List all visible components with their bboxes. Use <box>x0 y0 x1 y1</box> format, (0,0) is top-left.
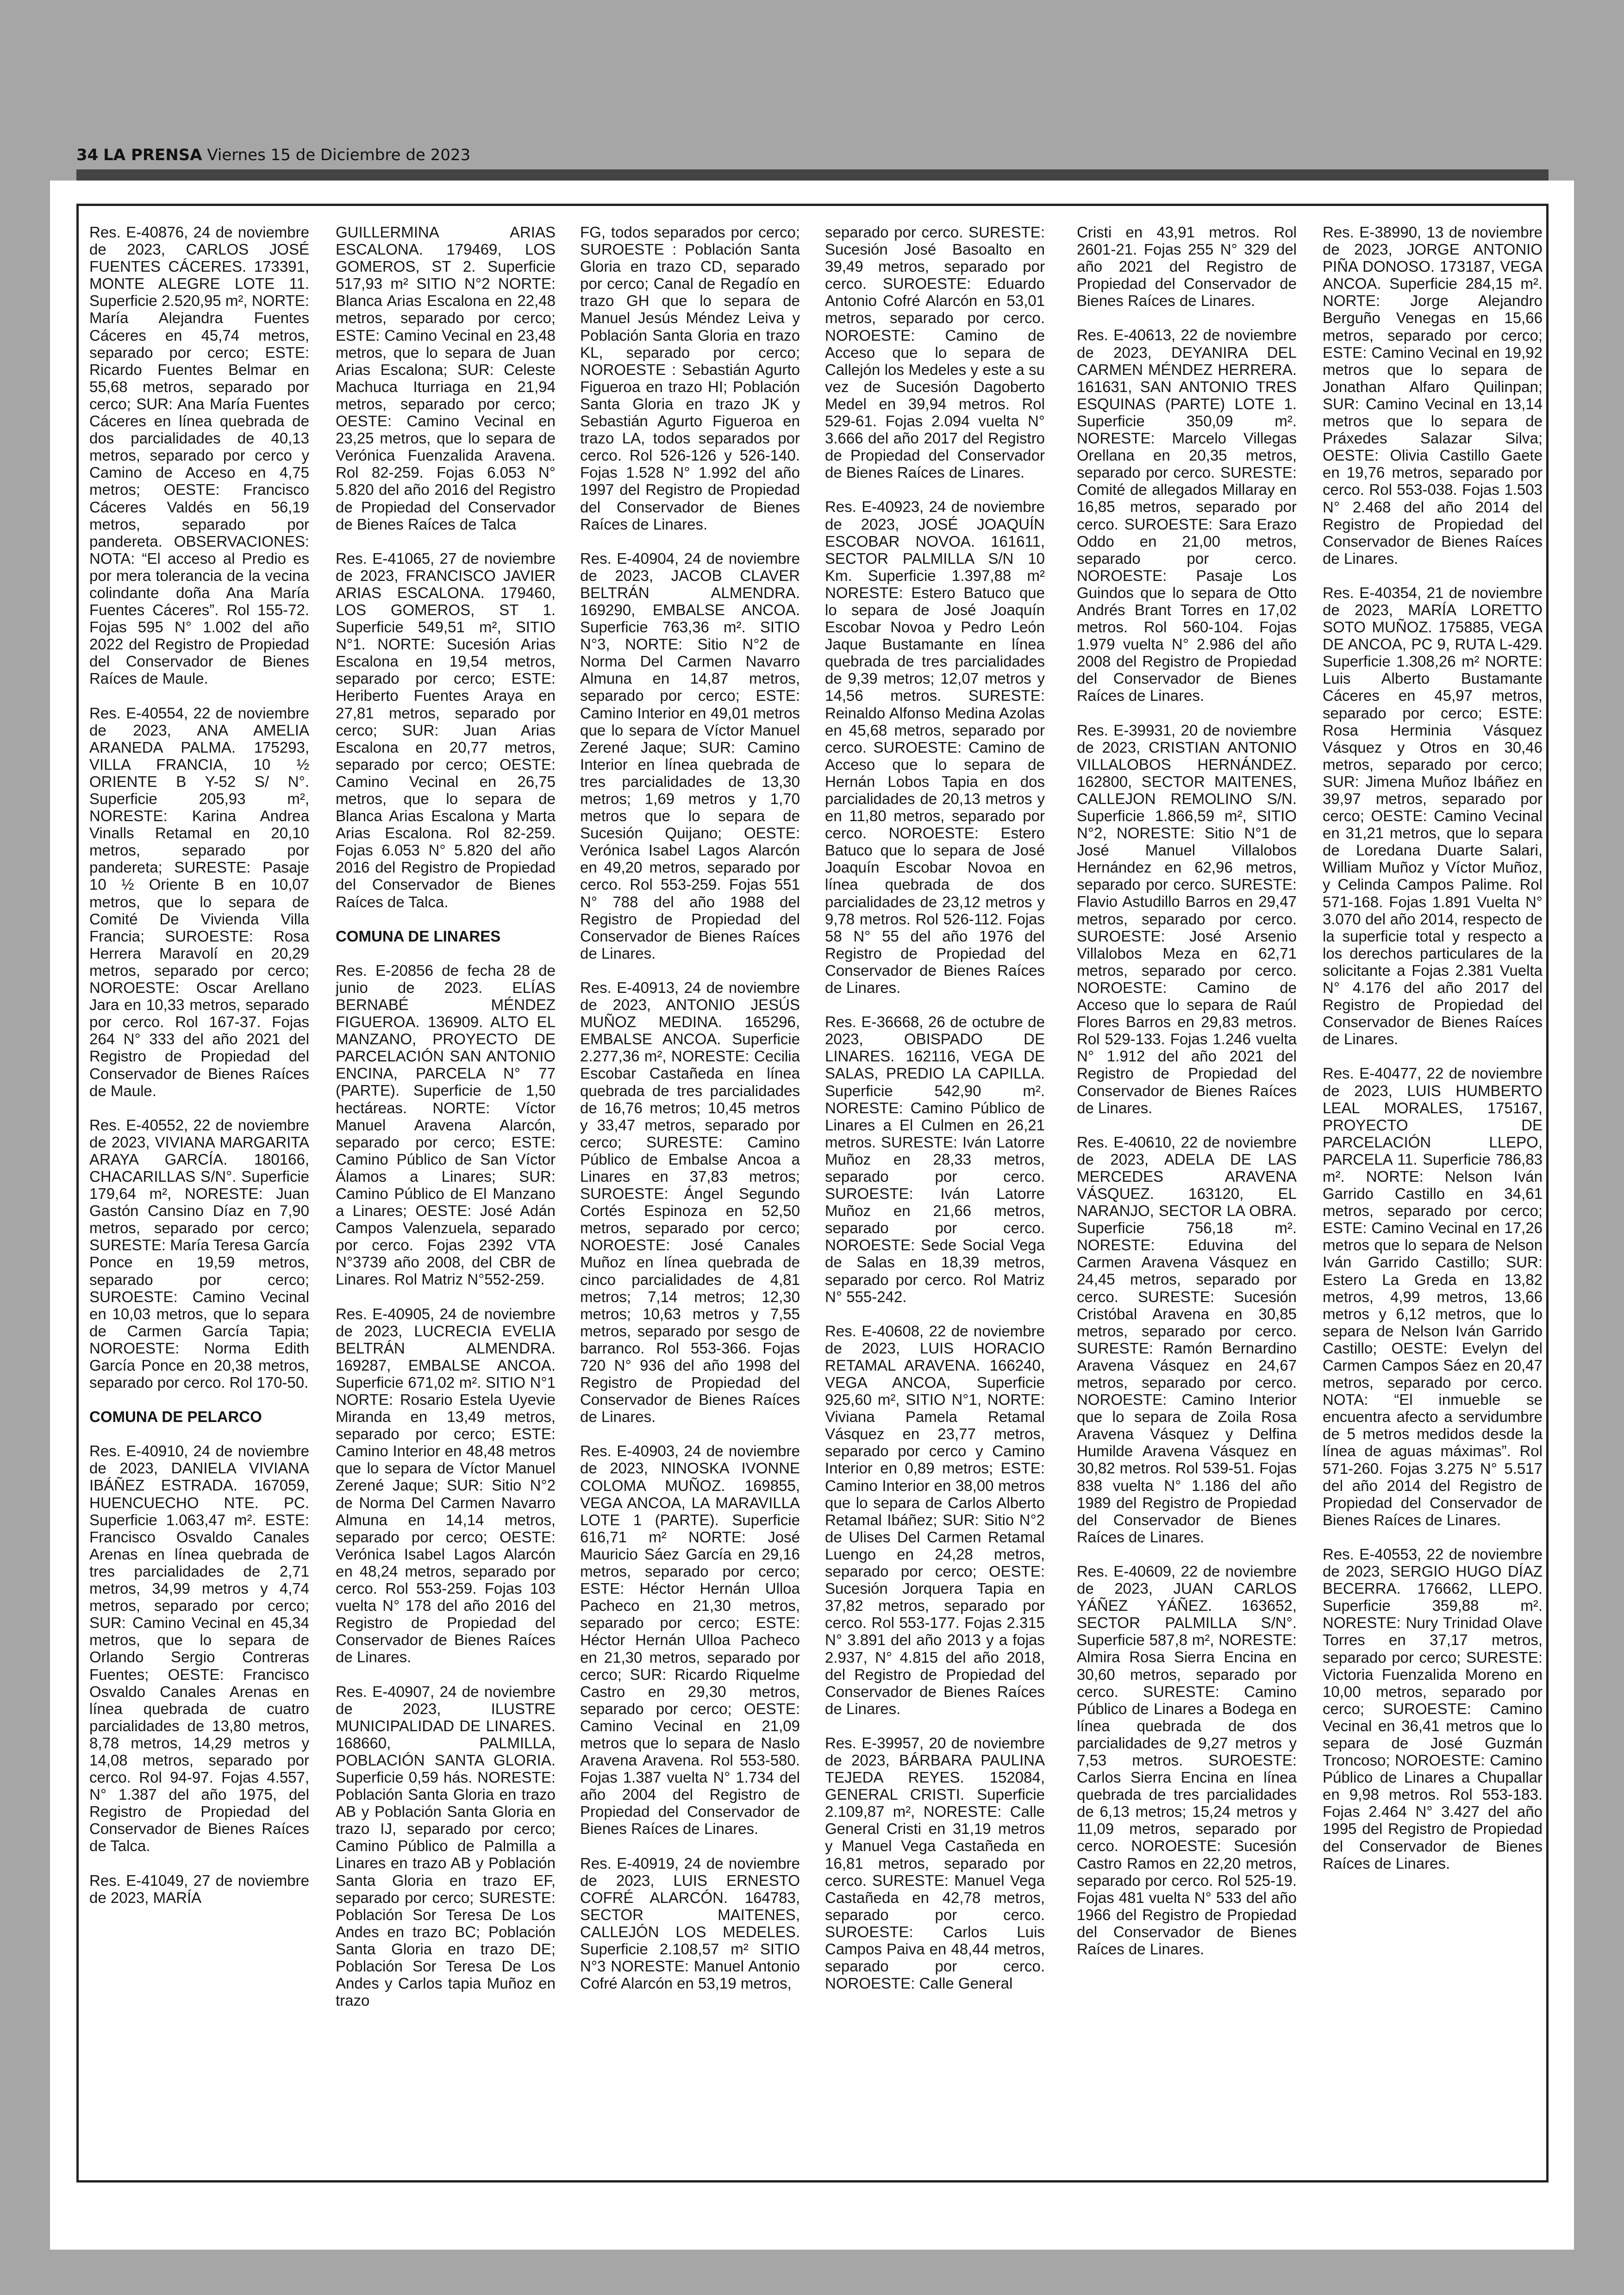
notice-paragraph: Res. E-40552, 22 de noviembre de 2023, VIVIANA MARGARITA ARAYA GARCÍA. 180166, CHACARILLAS S/N°. Superficie 179,64 m², NORESTE: Juan Gastón Cansino Díaz en 7,90 metros, separado por cerco; SURESTE: María Teresa García Ponce en 19,59 metros, separado por cerco; SUROESTE: Camino Vecinal en 10,03 metros, que lo separa de Carmen García Tapia; NOROESTE: Norma Edith García Ponce en 20,38 metros, separado por cerco. Rol 170-50. <box>89 1116 309 1391</box>
notice-paragraph: Res. E-40903, 24 de noviembre de 2023, NINOSKA IVONNE COLOMA MUÑOZ. 169855, VEGA ANCOA, LA MARAVILLA LOTE 1 (PARTE). Superficie 616,71 m² NORTE: José Mauricio Sáez García en 29,16 metros, separado por cerco; ESTE: Héctor Hernán Ulloa Pacheco en 21,30 metros, separado por cerco; ESTE: Héctor Hernán Ulloa Pacheco en 21,30 metros, separado por cerco; SUR: Ricardo Riquelme Castro en 29,30 metros, separado por cerco; OESTE: Camino Vecinal en 21,09 metros que lo separa de Naslo Aravena Aravena. Rol 553-580. Fojas 1.387 vuelta N° 1.734 del año 2004 del Registro de Propiedad del Conservador de Bienes Raíces de Linares. <box>580 1442 800 1838</box>
notice-paragraph: Res. E-40910, 24 de noviembre de 2023, DANIELA VIVIANA IBÁÑEZ ESTRADA. 167059, HUENCUECHO NTE. PC. Superficie 1.063,47 m². ESTE: Francisco Osvaldo Canales Arenas en línea quebrada de tres parcialidades de 2,71 metros, 34,99 metros y 4,74 metros, separado por cerco; SUR: Camino Vecinal en 45,34 metros, que lo separa de Orlando Sergio Contreras Fuentes; OESTE: Francisco Osvaldo Canales Arenas en línea quebrada de cuatro parcialidades de 13,80 metros, 8,78 metros, 14,29 metros y 14,08 metros, separado por cerco. Rol 94-97. Fojas 4.557, N° 1.387 del año 1975, del Registro de Propiedad del Conservador de Bienes Raíces de Talca. <box>89 1442 309 1855</box>
column-3 <box>580 224 800 2170</box>
notice-paragraph: Cristi en 43,91 metros. Rol 2601-21. Fojas 255 N° 329 del año 2021 del Registro de Propiedad del Conservador de Bienes Raíces de Linares. <box>1077 224 1297 310</box>
notice-paragraph: Res. E-40554, 22 de noviembre de 2023, ANA AMELIA ARANEDA PALMA. 175293, VILLA FRANCIA, 10 ½ ORIENTE B Y-52 S/ N°. Superficie 205,93 m², NORESTE: Karina Andrea Vinalls Retamal en 20,10 metros, separado por pandereta; SURESTE: Pasaje 10 ½ Oriente B en 10,07 metros, que lo separa de Comité De Vivienda Villa Francia; SUROESTE: Rosa Herrera Maravolí en 20,29 metros, separado por cerco; NOROESTE: Oscar Arellano Jara en 10,33 metros, separado por cerco. Rol 167-37. Fojas 264 N° 333 del año 2021 del Registro de Propiedad del Conservador de Bienes Raíces de Maule. <box>89 704 309 1099</box>
notice-paragraph: Res. E-40904, 24 de noviembre de 2023, JACOB CLAVER BELTRÁN ALMENDRA. 169290, EMBALSE ANCOA. Superficie 763,36 m². SITIO N°3, NORTE: Sitio N°2 de Norma Del Carmen Navarro Almuna en 14,87 metros, separado por cerco; ESTE: Camino Interior en 49,01 metros que lo separa de Víctor Manuel Zerené Jaque; SUR: Camino Interior en línea quebrada de tres parcialidades de 13,30 metros; 1,69 metros y 1,70 metros que lo separa de Sucesión Quijano; OESTE: Verónica Isabel Lagos Alarcón en 49,20 metros, separado por cerco. Rol 553-259. Fojas 551 N° 788 del año 1988 del Registro de Propiedad del Conservador de Bienes Raíces de Linares. <box>580 549 800 962</box>
header-rule <box>76 169 1549 181</box>
column-2 <box>336 224 556 2170</box>
notice-paragraph: separado por cerco. SURESTE: Sucesión José Basoalto en 39,49 metros, separado por cerco. SUROESTE: Eduardo Antonio Cofré Alarcón en 53,01 metros, separado por cerco. NOROESTE: Camino de Acceso que lo separa de Callejón los Medeles y este a su vez de Sucesión Dagoberto Medel en 39,94 metros. Rol 529-61. Fojas 2.094 vuelta N° 3.666 del año 2017 del Registro de Propiedad del Conservador de Bienes Raíces de Linares. <box>825 224 1045 481</box>
notice-paragraph: Res. E-39931, 20 de noviembre de 2023, CRISTIAN ANTONIO VILLALOBOS HERNÁNDEZ. 162800, SECTOR MAITENES, CALLEJON REMOLINO S/N. Superficie 1.866,59 m², SITIO N°2, NORESTE: Sitio N°1 de José Manuel Villalobos Hernández en 62,96 metros, separado por cerco. SURESTE: Flavio Astudillo Barros en 29,47 metros, separado por cerco. SUROESTE: José Arsenio Villalobos Meza en 62,71 metros, separado por cerco. NOROESTE: Camino de Acceso que lo separa de Raúl Flores Barros en 29,83 metros. Rol 529-133. Fojas 1.246 vuelta N° 1.912 del año 2021 del Registro de Propiedad del Conservador de Bienes Raíces de Linares. <box>1077 721 1297 1116</box>
notice-paragraph: Res. E-20856 de fecha 28 de junio de 2023. ELÍAS BERNABÉ MÉNDEZ FIGUEROA. 136909. ALTO EL MANZANO, PROYECTO DE PARCELACIÓN SAN ANTONIO ENCINA, PARCELA N° 77 (PARTE). Superficie de 1,50 hectáreas. NORTE: Víctor Manuel Aravena Alarcón, separado por cerco; ESTE: Camino Público de San Víctor Álamos a Linares; SUR: Camino Público de El Manzano a Linares; OESTE: José Adán Campos Valenzuela, separado por cerco. Fojas 2392 VTA N°3739 año 2008, del CBR de Linares. Rol Matriz N°552-259. <box>336 961 556 1288</box>
column-4 <box>825 224 1045 2170</box>
notice-paragraph: Res. E-40923, 24 de noviembre de 2023, JOSÉ JOAQUÍN ESCOBAR NOVOA. 161611, SECTOR PALMILLA S/N 10 Km. Superficie 1.397,88 m² NORESTE: Estero Batuco que lo separa de José Joaquín Escobar Novoa y Pedro León Jaque Bustamante en línea quebrada de tres parcialidades de 9,39 metros; 12,07 metros y 14,56 metros. SURESTE: Reinaldo Alfonso Medina Azolas en 45,68 metros, separado por cerco. SUROESTE: Camino de Acceso que lo separa de Hernán Lobos Tapia en dos parcialidades de 20,13 metros y en 11,80 metros, separado por cerco. NOROESTE: Estero Batuco que lo separa de José Joaquín Escobar Novoa en línea quebrada de dos parcialidades de 23,12 metros y 9,78 metros. Rol 526-112. Fojas 58 N° 55 del año 1976 del Registro de Propiedad del Conservador de Bienes Raíces de Linares. <box>825 498 1045 997</box>
notice-paragraph: Res. E-40613, 22 de noviembre de 2023, DEYANIRA DEL CARMEN MÉNDEZ HERRERA. 161631, SAN ANTONIO TRES ESQUINAS (PARTE) LOTE 1. Superficie 350,09 m². NORESTE: Marcelo Villegas Orellana en 20,35 metros, separado por cerco. SURESTE: Comité de allegados Millaray en 16,85 metros, separado por cerco. SUROESTE: Sara Erazo Oddo en 21,00 metros, separado por cerco. NOROESTE: Pasaje Los Guindos que lo separa de Otto Andrés Brant Torres en 17,02 metros. Rol 560-104. Fojas 1.979 vuelta N° 2.986 del año 2008 del Registro de Propiedad del Conservador de Bienes Raíces de Linares. <box>1077 326 1297 705</box>
column-6 <box>1323 224 1543 2170</box>
notice-paragraph: Res. E-40876, 24 de noviembre de 2023, CARLOS JOSÉ FUENTES CÁCERES. 173391, MONTE ALEGRE LOTE 11. Superficie 2.520,95 m², NORTE: María Alejandra Fuentes Cáceres en 45,74 metros, separado por cerco; ESTE: Ricardo Fuentes Belmar en 55,68 metros, separado por cerco; SUR: Ana María Fuentes Cáceres en línea quebrada de dos parcialidades de 40,13 metros, separado por cerco y Camino de Acceso en 4,75 metros; OESTE: Francisco Cáceres Valdés en 56,19 metros, separado por pandereta. OBSERVACIONES: NOTA: “El acceso al Predio es por mera tolerancia de la vecina colindante doña Ana María Fuentes Cáceres”. Rol 155-72. Fojas 595 N° 1.002 del año 2022 del Registro de Propiedad del Conservador de Bienes Raíces de Maule. <box>89 224 309 687</box>
notice-paragraph: Res. E-38990, 13 de noviembre de 2023, JORGE ANTONIO PIÑA DONOSO. 173187, VEGA ANCOA. Superficie 284,15 m². NORTE: Jorge Alejandro Berguño Venegas en 15,66 metros, separado por cerco; ESTE: Camino Vecinal en 19,92 metros que lo separa de Jonathan Alfaro Quilinpan; SUR: Camino Vecinal en 13,14 metros que lo separa de Práxedes Salazar Silva; OESTE: Olivia Castillo Gaete en 19,76 metros, separado por cerco. Rol 553-038. Fojas 1.503 N° 2.468 del año 2014 del Registro de Propiedad del Conservador de Bienes Raíces de Linares. <box>1323 224 1543 567</box>
notice-paragraph: Res. E-40354, 21 de noviembre de 2023, MARÍA LORETTO SOTO MUÑOZ. 175885, VEGA DE ANCOA, PC 9, RUTA L-429. Superficie 1.308,26 m² NORTE: Luis Alberto Bustamante Cáceres en 45,97 metros, separado por cerco; ESTE: Rosa Herminia Vásquez Vásquez y Otros en 30,46 metros, separado por cerco; SUR: Jimena Muñoz Ibáñez en 39,97 metros, separado por cerco; OESTE: Camino Vecinal en 31,21 metros, que lo separa de Loredana Duarte Salari, William Muñoz y Víctor Muñoz, y Celinda Campos Palime. Rol 571-168. Fojas 1.891 Vuelta N° 3.070 del año 2014, respecto de la superficie total y respecto a los derechos particulares de la solicitante a Fojas 2.381 Vuelta N° 4.176 del año 2017 del Registro de Propiedad del Conservador de Bienes Raíces de Linares. <box>1323 584 1543 1048</box>
notice-paragraph: Res. E-39957, 20 de noviembre de 2023, BÁRBARA PAULINA TEJEDA REYES. 152084, GENERAL CRISTI. Superficie 2.109,87 m², NORESTE: Calle General Cristi en 31,19 metros y Manuel Vega Castañeda en 16,81 metros, separado por cerco. SURESTE: Manuel Vega Castañeda en 42,78 metros, separado por cerco. SUROESTE: Carlos Luis Campos Paiva en 48,44 metros, separado por cerco. NOROESTE: Calle General <box>825 1734 1045 1992</box>
notice-paragraph: Res. E-40608, 22 de noviembre de 2023, LUIS HORACIO RETAMAL ARAVENA. 166240, VEGA ANCOA, Superficie 925,60 m², SITIO N°1, NORTE: Viviana Pamela Retamal Vásquez en 23,77 metros, separado por cerco y Camino Interior en 0,89 metros; ESTE: Camino Interior en 38,00 metros que lo separa de Carlos Alberto Retamal Ibáñez; SUR: Sitio N°2 de Ulises Del Carmen Retamal Luengo en 24,28 metros, separado por cerco; OESTE: Sucesión Jorquera Tapia en 37,82 metros, separado por cerco. Rol 553-177. Fojas 2.315 N° 3.891 del año 2013 y a fojas 2.937, N° 4.815 del año 2018, del Registro de Propiedad del Conservador de Bienes Raíces de Linares. <box>825 1322 1045 1717</box>
notice-paragraph: Res. E-40553, 22 de noviembre de 2023, SERGIO HUGO DÍAZ BECERRA. 176662, LLEPO. Superficie 359,88 m². NORESTE: Nury Trinidad Olave Torres en 37,17 metros, separado por cerco; SURESTE: Victoria Fuenzalida Moreno en 10,00 metros, separado por cerco; SUROESTE: Camino Vecinal en 36,41 metros que lo separa de José Guzmán Troncoso; NOROESTE: Camino Público de Linares a Chupallar en 9,98 metros. Rol 553-183. Fojas 2.464 N° 3.427 del año 1995 del Registro de Propiedad del Conservador de Bienes Raíces de Linares. <box>1323 1545 1543 1872</box>
notice-paragraph: Res. E-40609, 22 de noviembre de 2023, JUAN CARLOS YÁÑEZ YÁÑEZ. 163652, SECTOR PALMILLA S/N°. Superficie 587,8 m², NORESTE: Almira Rosa Sierra Encina en 30,60 metros, separado por cerco. SURESTE: Camino Público de Linares a Bodega en línea quebrada de dos parcialidades de 9,27 metros y 7,53 metros. SUROESTE: Carlos Sierra Encina en línea quebrada de tres parcialidades de 6,13 metros; 15,24 metros y 11,09 metros, separado por cerco. NOROESTE: Sucesión Castro Ramos en 22,20 metros, separado por cerco. Rol 525-19. Fojas 481 vuelta N° 533 del año 1966 del Registro de Propiedad del Conservador de Bienes Raíces de Linares. <box>1077 1562 1297 1958</box>
notice-paragraph: FG, todos separados por cerco; SUROESTE : Población Santa Gloria en trazo CD, separado por cerco; Canal de Regadío en trazo GH que lo separa de Manuel Jesús Méndez Leiva y Población Santa Gloria en trazo KL, separado por cerco; NOROESTE : Sebastián Agurto Figueroa en trazo HI; Población Santa Gloria en trazo JK y Sebastián Agurto Figueroa en trazo LA, todos separados por cerco. Rol 526-126 y 526-140. Fojas 1.528 N° 1.992 del año 1997 del Registro de Propiedad del Conservador de Bienes Raíces de Linares. <box>580 224 800 533</box>
notice-paragraph: Res. E-40913, 24 de noviembre de 2023, ANTONIO JESÚS MUÑOZ MEDINA. 165296, EMBALSE ANCOA. Superficie 2.277,36 m², NORESTE: Cecilia Escobar Castañeda en línea quebrada de tres parcialidades de 16,76 metros; 10,45 metros y 33,47 metros, separado por cerco; SURESTE: Camino Público de Embalse Ancoa a Linares en 37,83 metros; SUROESTE: Ángel Segundo Cortés Espinoza en 52,50 metros, separado por cerco; NOROESTE: José Canales Muñoz en línea quebrada de cinco parcialidades de 4,81 metros; 7,14 metros; 12,30 metros; 10,63 metros y 7,55 metros, separado por sesgo de barranco. Rol 553-366. Fojas 720 N° 936 del año 1998 del Registro de Propiedad del Conservador de Bienes Raíces de Linares. <box>580 979 800 1426</box>
section-heading: COMUNA DE PELARCO <box>89 1408 262 1426</box>
notice-paragraph: Res. E-40907, 24 de noviembre de 2023, ILUSTRE MUNICIPALIDAD DE LINARES. 168660, PALMILLA, POBLACIÓN SANTA GLORIA. Superficie 0,59 hás. NORESTE: Población Santa Gloria en trazo AB y Población Santa Gloria en trazo IJ, separado por cerco; Camino Público de Palmilla a Linares en trazo AB y Población Santa Gloria en trazo EF, separado por cerco; SURESTE: Población Sor Teresa De Los Andes en trazo BC; Población Santa Gloria en trazo DE; Población Sor Teresa De Los Andes y Carlos tapia Muñoz en trazo <box>336 1683 556 2009</box>
notice-paragraph: Res. E-40610, 22 de noviembre de 2023, ADELA DE LAS MERCEDES ARAVENA VÁSQUEZ. 163120, EL NARANJO, SECTOR LA OBRA. Superficie 756,18 m². NORESTE: Eduvina del Carmen Aravena Vásquez en 24,45 metros, separado por cerco. SURESTE: Sucesión Cristóbal Aravena en 30,85 metros, separado por cerco. SURESTE: Ramón Bernardino Aravena Vásquez en 24,67 metros, separado por cerco. NOROESTE: Camino Interior que lo separa de Zoila Rosa Aravena Vásquez y Delfina Humilde Aravena Vásquez en 30,82 metros. Rol 539-51. Fojas 838 vuelta N° 1.186 del año 1989 del Registro de Propiedad del Conservador de Bienes Raíces de Linares. <box>1077 1133 1297 1546</box>
notice-paragraph: Res. E-36668, 26 de octubre de 2023, OBISPADO DE LINARES. 162116, VEGA DE SALAS, PREDIO LA CAPILLA. Superficie 542,90 m². NORESTE: Camino Público de Linares a El Culmen en 26,21 metros. SURESTE: Iván Latorre Muñoz en 28,33 metros, separado por cerco. SUROESTE: Iván Latorre Muñoz en 21,66 metros, separado por cerco. NOROESTE: Sede Social Vega de Salas en 18,39 metros, separado por cerco. Rol Matriz N° 555-242. <box>825 1013 1045 1305</box>
notice-paragraph: Res. E-40477, 22 de noviembre de 2023, LUIS HUMBERTO LEAL MORALES, 175167, PROYECTO DE PARCELACIÓN LLEPO, PARCELA 11. Superficie 786,83 m². NORTE: Nelson Iván Garrido Castillo en 34,61 metros, separado por cerco; ESTE: Camino Vecinal en 17,26 metros que lo separa de Nelson Iván Garrido Castillo; SUR: Estero La Greda en 13,82 metros, 4,99 metros, 13,66 metros y 6,12 metros, que lo separa de Nelson Iván Garrido Castillo; OESTE: Evelyn del Carmen Campos Sáez en 20,47 metros, separado por cerco. NOTA: “El inmueble se encuentra afecto a servidumbre de 5 metros medidos desde la línea de aguas máximas”. Rol 571-260. Fojas 3.275 N° 5.517 del año 2014 del Registro de Propiedad del Conservador de Bienes Raíces de Linares. <box>1323 1065 1543 1528</box>
notice-paragraph: Res. E-41049, 27 de noviembre de 2023, MARÍA <box>89 1871 309 1906</box>
notice-paragraph: Res. E-40905, 24 de noviembre de 2023, LUCRECIA EVELIA BELTRÁN ALMENDRA. 169287, EMBALSE ANCOA. Superficie 671,02 m². SITIO N°1 NORTE: Rosario Estela Uyevie Miranda en 13,49 metros, separado por cerco; ESTE: Camino Interior en 48,48 metros que lo separa de Víctor Manuel Zerené Jaque; SUR: Sitio N°2 de Norma Del Carmen Navarro Almuna en 14,14 metros, separado por cerco; OESTE: Verónica Isabel Lagos Alarcón en 48,24 metros, separado por cerco. Rol 553-259. Fojas 103 vuelta N° 178 del año 2016 del Registro de Propiedad del Conservador de Bienes Raíces de Linares. <box>336 1305 556 1666</box>
page-header <box>76 147 470 163</box>
page-number: 34 <box>76 146 99 164</box>
column-5 <box>1077 224 1297 2170</box>
notice-paragraph: Res. E-41065, 27 de noviembre de 2023, FRANCISCO JAVIER ARIAS ESCALONA. 179460, LOS GOMEROS, ST 1. Superficie 549,51 m², SITIO N°1. NORTE: Sucesión Arias Escalona en 19,54 metros, separado por cerco; ESTE: Heriberto Fuentes Araya en 27,81 metros, separado por cerco; SUR: Juan Arias Escalona en 20,77 metros, separado por cerco; OESTE: Camino Vecinal en 26,75 metros, que lo separa de Blanca Arias Escalona y Marta Arias Escalona. Rol 82-259. Fojas 6.053 N° 5.820 del año 2016 del Registro de Propiedad del Conservador de Bienes Raíces de Talca. <box>336 549 556 911</box>
notice-paragraph: GUILLERMINA ARIAS ESCALONA. 179469, LOS GOMEROS, ST 2. Superficie 517,93 m² SITIO N°2 NORTE: Blanca Arias Escalona en 22,48 metros, separado por cerco; ESTE: Camino Vecinal en 23,48 metros, que lo separa de Juan Arias Escalona; SUR: Celeste Machuca Iturriaga en 21,94 metros, separado por cerco; OESTE: Camino Vecinal en 23,25 metros, que lo separa de Verónica Fuenzalida Aravena. Rol 82-259. Fojas 6.053 N° 5.820 del año 2016 del Registro de Propiedad del Conservador de Bienes Raíces de Talca <box>336 224 556 533</box>
section-heading: COMUNA DE LINARES <box>336 927 501 945</box>
column-1 <box>89 224 309 2170</box>
publication-date: Viernes 15 de Diciembre de 2023 <box>207 146 471 164</box>
notice-paragraph: Res. E-40919, 24 de noviembre de 2023, LUIS ERNESTO COFRÉ ALARCÓN. 164783, SECTOR MAITENES, CALLEJÓN LOS MEDELES. Superficie 2.108,57 m² SITIO N°3 NORESTE: Manuel Antonio Cofré Alarcón en 53,19 metros, <box>580 1854 800 1992</box>
publication-name: LA PRENSA <box>103 146 202 164</box>
